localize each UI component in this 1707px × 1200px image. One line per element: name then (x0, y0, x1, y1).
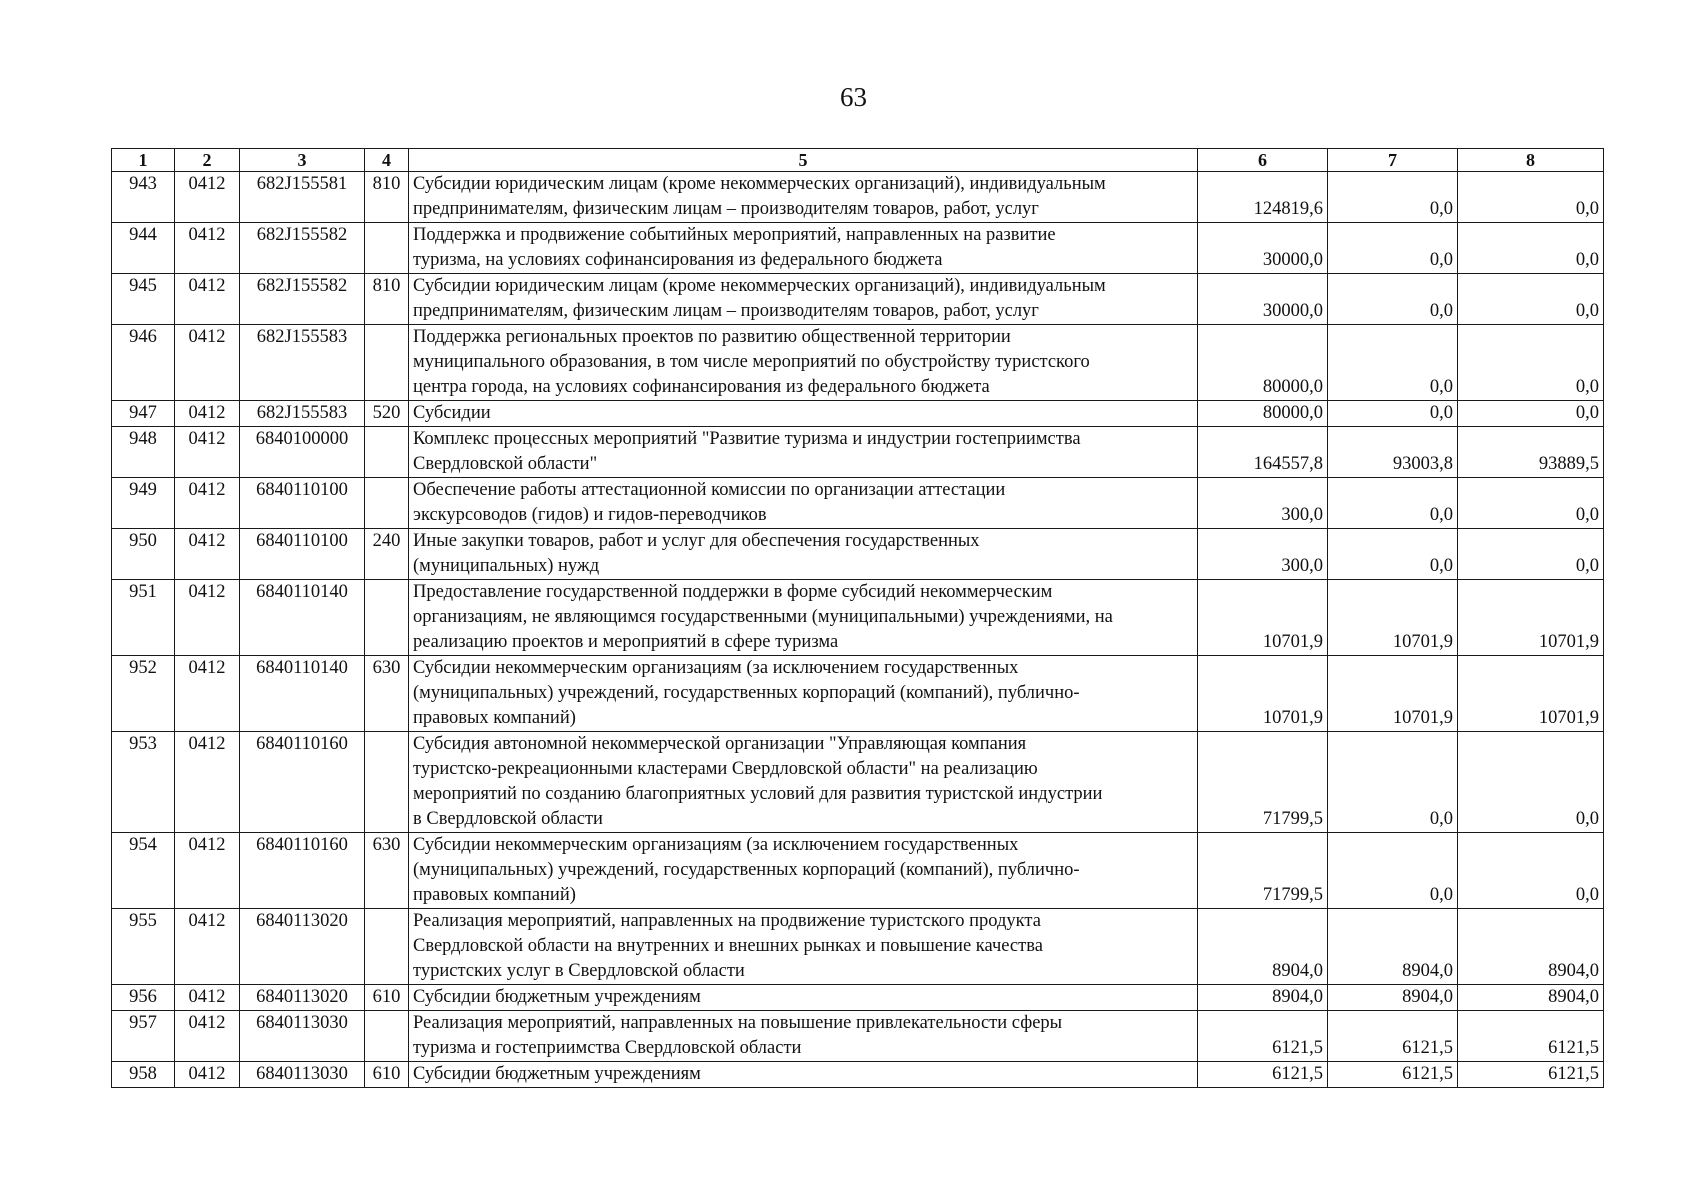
expense-kind-code (365, 580, 409, 656)
value-col-7: 6121,5 (1328, 1011, 1458, 1062)
value-col-8: 10701,9 (1458, 656, 1604, 732)
value-col-6: 8904,0 (1198, 985, 1328, 1011)
value-col-7: 6121,5 (1328, 1062, 1458, 1088)
expense-kind-code: 810 (365, 172, 409, 223)
value-col-7: 0,0 (1328, 833, 1458, 909)
value-col-7: 0,0 (1328, 325, 1458, 401)
expense-kind-code (365, 427, 409, 478)
value-col-7: 0,0 (1328, 401, 1458, 427)
expense-kind-code: 810 (365, 274, 409, 325)
value-col-8: 0,0 (1458, 732, 1604, 833)
target-article-code: 6840100000 (240, 427, 365, 478)
value-col-7: 10701,9 (1328, 656, 1458, 732)
row-number: 954 (112, 833, 175, 909)
row-description: Субсидии бюджетным учреждениям (409, 1062, 1198, 1088)
target-article-code: 6840110160 (240, 833, 365, 909)
value-col-8: 0,0 (1458, 833, 1604, 909)
value-col-6: 164557,8 (1198, 427, 1328, 478)
value-col-8: 6121,5 (1458, 1062, 1604, 1088)
target-article-code: 6840110140 (240, 580, 365, 656)
row-number: 944 (112, 223, 175, 274)
row-number: 951 (112, 580, 175, 656)
row-description: Реализация мероприятий, направленных на продвижение туристского продукта Свердловской области на внутренних и внешних рынках и повышение качества туристских услуг в Свердловской области (409, 909, 1198, 985)
value-col-6: 8904,0 (1198, 909, 1328, 985)
target-article-code: 6840113020 (240, 909, 365, 985)
expense-kind-code (365, 1011, 409, 1062)
value-col-8: 0,0 (1458, 478, 1604, 529)
value-col-7: 0,0 (1328, 274, 1458, 325)
table-row (112, 427, 1604, 478)
row-number: 947 (112, 401, 175, 427)
expense-kind-code (365, 909, 409, 985)
row-description: Реализация мероприятий, направленных на повышение привлекательности сферы туризма и гостеприимства Свердловской области (409, 1011, 1198, 1062)
expense-kind-code (365, 223, 409, 274)
section-code: 0412 (175, 1011, 240, 1062)
section-code: 0412 (175, 909, 240, 985)
target-article-code: 682J155582 (240, 223, 365, 274)
header-col-2: 2 (175, 149, 240, 172)
row-number: 948 (112, 427, 175, 478)
value-col-8: 0,0 (1458, 401, 1604, 427)
target-article-code: 682J155582 (240, 274, 365, 325)
value-col-6: 71799,5 (1198, 833, 1328, 909)
value-col-7: 0,0 (1328, 172, 1458, 223)
value-col-8: 0,0 (1458, 223, 1604, 274)
page-number: 63 (840, 82, 867, 112)
target-article-code: 6840110160 (240, 732, 365, 833)
row-description: Поддержка региональных проектов по развитию общественной территории муниципального образования, в том числе мероприятий по обустройству туристского центра города, на условиях софинансирования из федерального бюджета (409, 325, 1198, 401)
expense-kind-code: 520 (365, 401, 409, 427)
value-col-8: 0,0 (1458, 274, 1604, 325)
table-row (112, 1062, 1604, 1088)
section-code: 0412 (175, 732, 240, 833)
table-row (112, 985, 1604, 1011)
value-col-8: 8904,0 (1458, 985, 1604, 1011)
value-col-6: 10701,9 (1198, 656, 1328, 732)
header-col-1: 1 (112, 149, 175, 172)
target-article-code: 682J155583 (240, 401, 365, 427)
value-col-7: 0,0 (1328, 478, 1458, 529)
row-description: Субсидии некоммерческим организациям (за исключением государственных (муниципальных) учреждений, государственных корпораций (компаний), публично- правовых компаний) (409, 833, 1198, 909)
budget-table (111, 148, 1604, 1088)
value-col-8: 93889,5 (1458, 427, 1604, 478)
value-col-7: 0,0 (1328, 529, 1458, 580)
section-code: 0412 (175, 401, 240, 427)
value-col-8: 0,0 (1458, 172, 1604, 223)
target-article-code: 682J155583 (240, 325, 365, 401)
value-col-6: 30000,0 (1198, 223, 1328, 274)
row-number: 957 (112, 1011, 175, 1062)
value-col-7: 0,0 (1328, 732, 1458, 833)
row-number: 946 (112, 325, 175, 401)
table-body (112, 172, 1604, 1088)
row-description: Субсидии юридическим лицам (кроме некоммерческих организаций), индивидуальным предпринимателям, физическим лицам – производителям товаров, работ, услуг (409, 274, 1198, 325)
row-number: 953 (112, 732, 175, 833)
table-row (112, 732, 1604, 833)
value-col-8: 6121,5 (1458, 1011, 1604, 1062)
section-code: 0412 (175, 985, 240, 1011)
expense-kind-code: 240 (365, 529, 409, 580)
value-col-6: 124819,6 (1198, 172, 1328, 223)
value-col-7: 93003,8 (1328, 427, 1458, 478)
target-article-code: 6840110100 (240, 529, 365, 580)
section-code: 0412 (175, 1062, 240, 1088)
target-article-code: 682J155581 (240, 172, 365, 223)
value-col-6: 300,0 (1198, 529, 1328, 580)
section-code: 0412 (175, 274, 240, 325)
section-code: 0412 (175, 656, 240, 732)
table-row (112, 401, 1604, 427)
value-col-6: 30000,0 (1198, 274, 1328, 325)
row-description: Иные закупки товаров, работ и услуг для обеспечения государственных (муниципальных) нужд (409, 529, 1198, 580)
expense-kind-code (365, 325, 409, 401)
value-col-6: 6121,5 (1198, 1011, 1328, 1062)
row-number: 943 (112, 172, 175, 223)
target-article-code: 6840113020 (240, 985, 365, 1011)
row-description: Субсидии некоммерческим организациям (за исключением государственных (муниципальных) учреждений, государственных корпораций (компаний), публично- правовых компаний) (409, 656, 1198, 732)
value-col-6: 6121,5 (1198, 1062, 1328, 1088)
row-number: 945 (112, 274, 175, 325)
row-description: Поддержка и продвижение событийных мероприятий, направленных на развитие туризма, на условиях софинансирования из федерального бюджета (409, 223, 1198, 274)
header-row (112, 149, 1604, 172)
table-row (112, 478, 1604, 529)
table-row (112, 580, 1604, 656)
value-col-6: 10701,9 (1198, 580, 1328, 656)
row-number: 956 (112, 985, 175, 1011)
expense-kind-code: 630 (365, 833, 409, 909)
row-number: 950 (112, 529, 175, 580)
row-description: Субсидии бюджетным учреждениям (409, 985, 1198, 1011)
section-code: 0412 (175, 529, 240, 580)
row-description: Субсидия автономной некоммерческой организации "Управляющая компания туристско-рекреационными кластерами Свердловской области" на реализацию мероприятий по созданию благоприятных условий для развития туристской индустрии в Свердловской области (409, 732, 1198, 833)
header-col-8: 8 (1458, 149, 1604, 172)
row-number: 952 (112, 656, 175, 732)
table-row (112, 909, 1604, 985)
target-article-code: 6840113030 (240, 1062, 365, 1088)
section-code: 0412 (175, 172, 240, 223)
table-row (112, 223, 1604, 274)
value-col-6: 80000,0 (1198, 401, 1328, 427)
section-code: 0412 (175, 580, 240, 656)
row-description: Предоставление государственной поддержки в форме субсидий некоммерческим организациям, не являющимся государственными (муниципальными) учреждениями, на реализацию проектов и мероприятий в сфере туризма (409, 580, 1198, 656)
header-col-3: 3 (240, 149, 365, 172)
row-description: Комплекс процессных мероприятий "Развитие туризма и индустрии гостеприимства Свердловской области" (409, 427, 1198, 478)
row-number: 955 (112, 909, 175, 985)
expense-kind-code: 630 (365, 656, 409, 732)
value-col-8: 0,0 (1458, 325, 1604, 401)
target-article-code: 6840110100 (240, 478, 365, 529)
row-number: 958 (112, 1062, 175, 1088)
value-col-6: 300,0 (1198, 478, 1328, 529)
table-row (112, 833, 1604, 909)
expense-kind-code (365, 732, 409, 833)
value-col-8: 8904,0 (1458, 909, 1604, 985)
section-code: 0412 (175, 427, 240, 478)
table-row (112, 172, 1604, 223)
header-col-5: 5 (409, 149, 1198, 172)
header-col-6: 6 (1198, 149, 1328, 172)
header-col-4: 4 (365, 149, 409, 172)
value-col-8: 0,0 (1458, 529, 1604, 580)
section-code: 0412 (175, 325, 240, 401)
target-article-code: 6840113030 (240, 1011, 365, 1062)
row-description: Субсидии (409, 401, 1198, 427)
value-col-7: 8904,0 (1328, 985, 1458, 1011)
table-row (112, 325, 1604, 401)
value-col-7: 8904,0 (1328, 909, 1458, 985)
table-row (112, 529, 1604, 580)
table-row (112, 656, 1604, 732)
value-col-7: 10701,9 (1328, 580, 1458, 656)
value-col-7: 0,0 (1328, 223, 1458, 274)
row-description: Субсидии юридическим лицам (кроме некоммерческих организаций), индивидуальным предпринимателям, физическим лицам – производителям товаров, работ, услуг (409, 172, 1198, 223)
row-description: Обеспечение работы аттестационной комиссии по организации аттестации экскурсоводов (гидов) и гидов-переводчиков (409, 478, 1198, 529)
expense-kind-code: 610 (365, 985, 409, 1011)
expense-kind-code: 610 (365, 1062, 409, 1088)
table-row (112, 1011, 1604, 1062)
value-col-6: 71799,5 (1198, 732, 1328, 833)
value-col-8: 10701,9 (1458, 580, 1604, 656)
table-row (112, 274, 1604, 325)
section-code: 0412 (175, 223, 240, 274)
section-code: 0412 (175, 478, 240, 529)
section-code: 0412 (175, 833, 240, 909)
target-article-code: 6840110140 (240, 656, 365, 732)
row-number: 949 (112, 478, 175, 529)
value-col-6: 80000,0 (1198, 325, 1328, 401)
expense-kind-code (365, 478, 409, 529)
header-col-7: 7 (1328, 149, 1458, 172)
